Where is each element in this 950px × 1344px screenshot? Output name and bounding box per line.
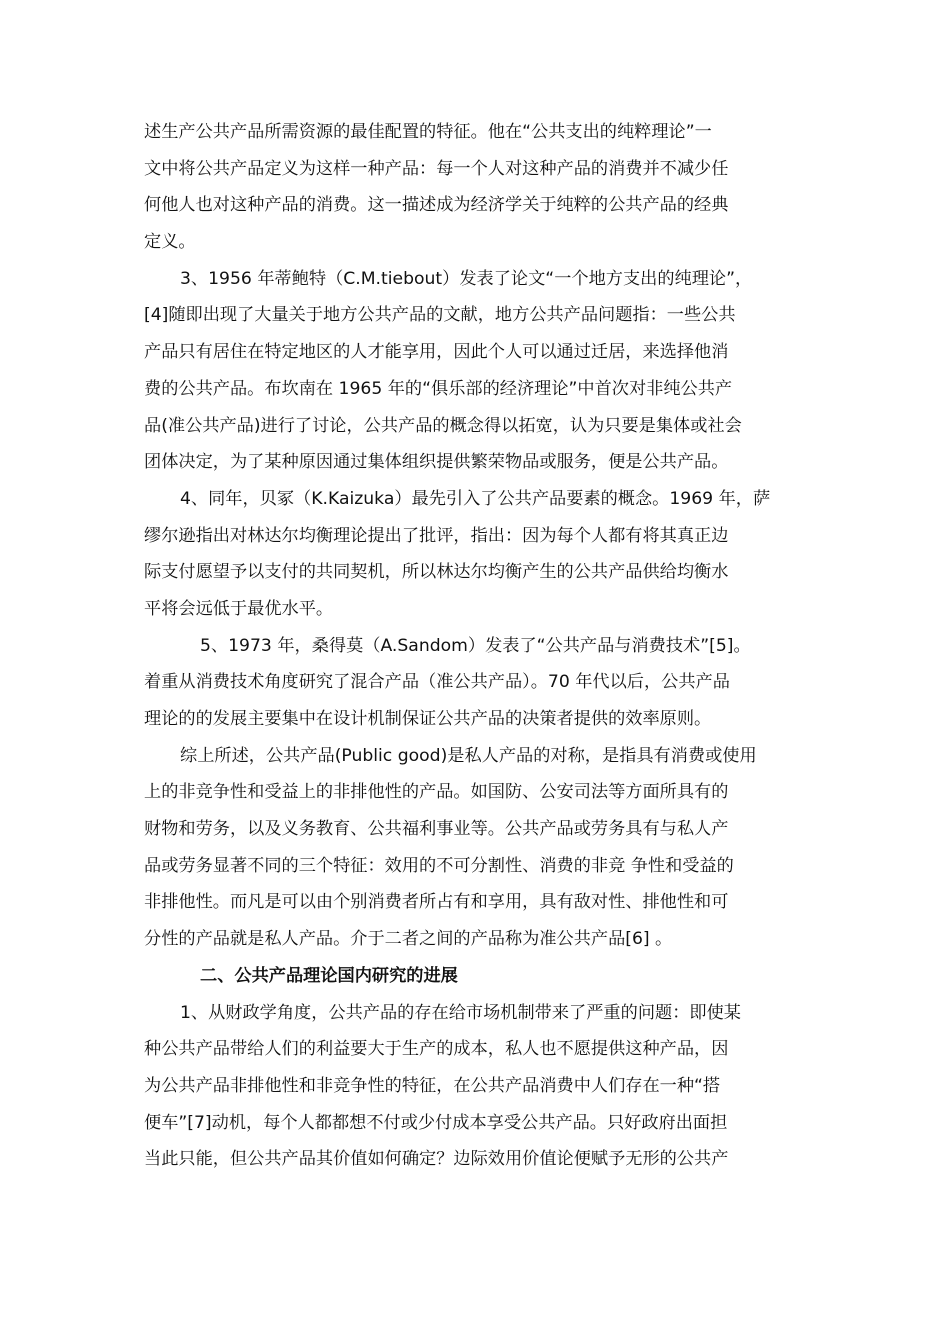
text-line: 平将会远低于最优水平。 [144, 598, 334, 619]
text-line: 着重从消费技术角度研究了混合产品（准公共产品）。70 年代以后，公共产品 [144, 672, 730, 693]
text-line: 种公共产品带给人们的利益要大于生产的成本，私人也不愿提供这种产品，因 [144, 1039, 729, 1060]
section-heading: 二、公共产品理论国内研究的进展 [200, 965, 458, 986]
text-line: 为公共产品非排他性和非竞争性的特征，在公共产品消费中人们存在一种“搭 [144, 1075, 721, 1096]
text-line: 理论的的发展主要集中在设计机制保证公共产品的决策者提供的效率原则。 [144, 709, 712, 729]
text-line: 团体决定，为了某种原因通过集体组织提供繁荣物品或服务，便是公共产品。 [144, 452, 729, 473]
text-line: 分性的产品就是私人产品。介于二者之间的产品称为准公共产品[6] 。 [144, 929, 673, 950]
text-line: 费的公共产品。布坎南在 1965 年的“俱乐部的经济理论”中首次对非纯公共产 [144, 378, 733, 399]
text-line: 5、1973 年，桑得莫（A.Sandom）发表了“公共产品与消费技术”[5]。 [200, 635, 751, 656]
text-line: 非排他性。而凡是可以由个别消费者所占有和享用，具有敌对性、排他性和可 [144, 892, 729, 913]
text-line: 定义。 [144, 232, 196, 253]
text-line: 产品只有居住在特定地区的人才能享用，因此个人可以通过迁居，来选择他消 [144, 342, 729, 363]
text-line: 何他人也对这种产品的消费。这一描述成为经济学关于纯粹的公共产品的经典 [144, 195, 729, 216]
text-line: 当此只能，但公共产品其价值如何确定？边际效用价值论便赋予无形的公共产 [144, 1149, 729, 1170]
document-page [144, 114, 806, 1178]
text-line: 品或劳务显著不同的三个特征：效用的不可分割性、消费的非竞 争性和受益的 [144, 855, 734, 876]
text-line: 4、同年，贝冢（K.Kaizuka）最先引入了公共产品要素的概念。1969 年，萨 [180, 488, 771, 509]
text-line: 际支付愿望予以支付的共同契机，所以林达尔均衡产生的公共产品供给均衡水 [144, 562, 729, 583]
text-line: 便车”[7]动机，每个人都都想不付或少付成本享受公共产品。只好政府出面担 [144, 1112, 728, 1133]
text-line: 上的非竞争性和受益上的非排他性的产品。如国防、公安司法等方面所具有的 [144, 782, 729, 803]
text-line: 综上所述，公共产品(Public good)是私人产品的对称，是指具有消费或使用 [180, 745, 757, 766]
text-line: 文中将公共产品定义为这样一种产品：每一个人对这种产品的消费并不减少任 [144, 158, 729, 179]
text-line: 品(准公共产品)进行了讨论，公共产品的概念得以拓宽，认为只要是集体或社会 [144, 415, 742, 436]
text-line: 1、从财政学角度，公共产品的存在给市场机制带来了严重的问题：即使某 [180, 1002, 741, 1023]
text-line: 缪尔逊指出对林达尔均衡理论提出了批评，指出：因为每个人都有将其真正边 [144, 525, 729, 546]
text-line: 述生产公共产品所需资源的最佳配置的特征。他在“公共支出的纯粹理论”一 [144, 122, 712, 142]
text-line: [4]随即出现了大量关于地方公共产品的文献，地方公共产品问题指：一些公共 [144, 305, 736, 326]
text-line: 财物和劳务，以及义务教育、公共福利事业等。公共产品或劳务具有与私人产 [144, 819, 729, 840]
text-line: 3、1956 年蒂鲍特（C.M.tiebout）发表了论文“一个地方支出的纯理论”， [180, 268, 753, 289]
